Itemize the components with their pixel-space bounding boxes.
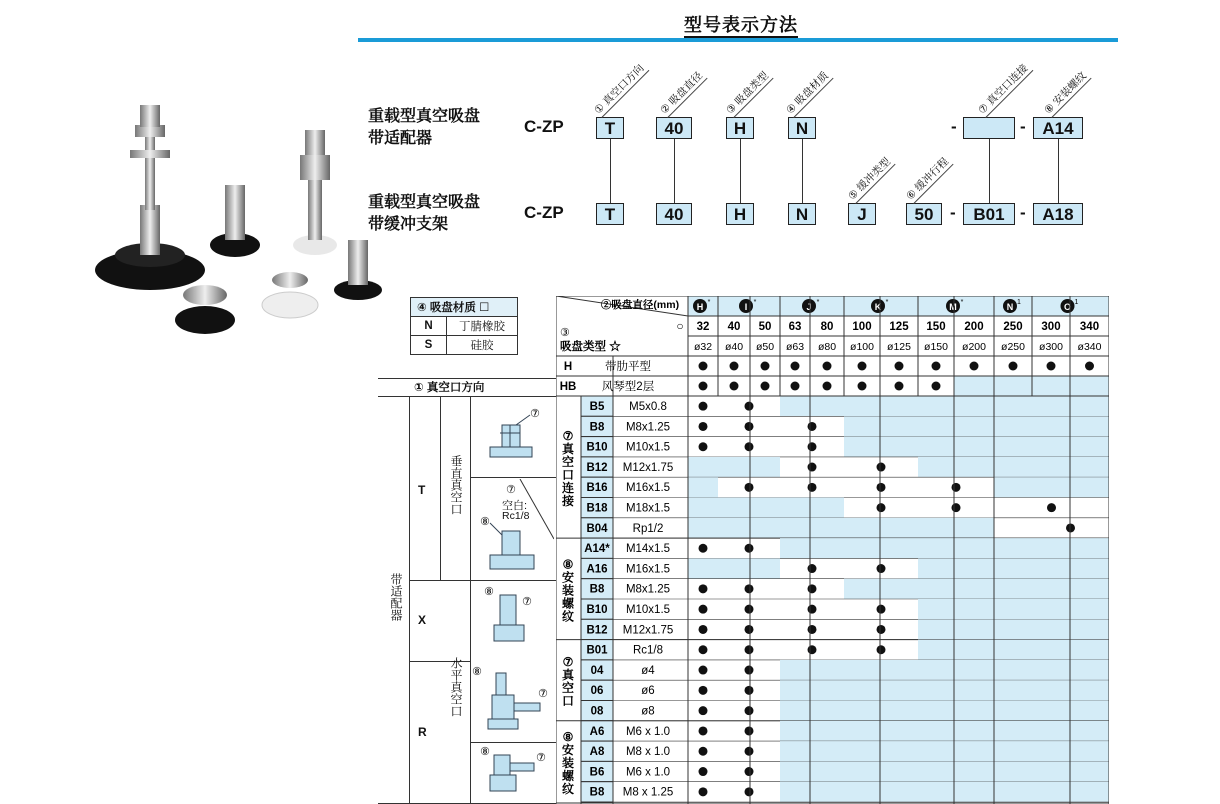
size-63: 63 bbox=[788, 321, 802, 333]
mark bbox=[823, 362, 832, 371]
dia-ø32: ø32 bbox=[693, 341, 713, 353]
size-100: 100 bbox=[852, 321, 872, 333]
mark bbox=[877, 625, 886, 634]
svg-text:I: I bbox=[744, 302, 748, 312]
row-code-B04: B04 bbox=[586, 522, 608, 535]
dir-desc-t: 垂直真空口 bbox=[449, 455, 463, 515]
size-50: 50 bbox=[758, 321, 772, 333]
mark bbox=[745, 422, 754, 431]
mark bbox=[745, 787, 754, 796]
mark bbox=[745, 483, 754, 492]
mark bbox=[699, 362, 708, 371]
mark bbox=[699, 402, 708, 411]
row-code-B12: B12 bbox=[586, 624, 608, 637]
section-label: 接 bbox=[561, 494, 575, 509]
corner-circle: ○ bbox=[676, 319, 684, 333]
section-label: 装 bbox=[561, 755, 575, 770]
mark bbox=[808, 584, 817, 593]
svg-text:⑦: ⑦ bbox=[530, 408, 540, 420]
mark bbox=[730, 382, 739, 391]
mark bbox=[699, 666, 708, 675]
mark bbox=[745, 402, 754, 411]
mark bbox=[761, 382, 770, 391]
section-label: 空 bbox=[561, 455, 575, 470]
mark bbox=[699, 645, 708, 654]
dia-ø50: ø50 bbox=[755, 341, 775, 353]
label-vacuum-port: ⑦ 真空口连接 bbox=[976, 61, 1033, 118]
size-32: 32 bbox=[696, 321, 710, 333]
row-spec: ø6 bbox=[641, 685, 655, 698]
mark bbox=[1085, 362, 1094, 371]
svg-text:⑦: ⑦ bbox=[538, 688, 548, 700]
section-label: 纹 bbox=[561, 781, 575, 796]
row-code-B6: B6 bbox=[589, 766, 605, 779]
code2-material: N bbox=[788, 203, 816, 225]
row-code-06: 06 bbox=[590, 685, 604, 698]
row1-prefix: C-ZP bbox=[524, 117, 564, 136]
section-label: 纹 bbox=[561, 609, 575, 624]
section-label: ⑦ bbox=[562, 429, 574, 444]
mark bbox=[745, 544, 754, 553]
row-spec: M5x0.8 bbox=[629, 401, 667, 413]
row-spec: M8x1.25 bbox=[625, 421, 671, 434]
mark bbox=[1047, 362, 1056, 371]
compatibility-grid bbox=[556, 296, 1109, 804]
section-label: 真 bbox=[561, 668, 575, 683]
mark bbox=[952, 503, 961, 512]
row-spec: M14x1.5 bbox=[625, 543, 671, 556]
blank-note: 空白: bbox=[502, 500, 528, 512]
dir-desc-r: 水平真空口 bbox=[449, 657, 463, 717]
code-diameter: 40 bbox=[656, 117, 692, 139]
row2-prefix: C-ZP bbox=[524, 203, 564, 222]
size-40: 40 bbox=[727, 321, 741, 333]
size-200: 200 bbox=[964, 321, 984, 333]
code-direction: T bbox=[596, 117, 624, 139]
row1-name: 重载型真空吸盘 带适配器 bbox=[368, 108, 481, 147]
row-code-B12: B12 bbox=[586, 461, 608, 474]
mark bbox=[808, 463, 817, 472]
direction-panel: 带适配器 T 垂直真空口 X R 水平真空口 ⑦ ⑦ 空白: Rc1/8 ⑧ ⑧ ⑦ ⑧ ⑦ ⑧ ⑦ bbox=[378, 397, 556, 804]
code2-type: H bbox=[726, 203, 754, 225]
code2-vacuum-port: B01 bbox=[963, 203, 1015, 225]
svg-text:1: 1 bbox=[1074, 299, 1079, 306]
svg-text:*: * bbox=[707, 299, 711, 306]
section-label: 空 bbox=[561, 681, 575, 696]
mark bbox=[808, 605, 817, 614]
type-code-H: H bbox=[563, 361, 573, 373]
section-label: 真 bbox=[561, 442, 575, 457]
mark bbox=[1009, 362, 1018, 371]
dir-code-r: R bbox=[418, 725, 427, 739]
section-label: ⑧ bbox=[562, 729, 574, 744]
section-label: ⑧ bbox=[562, 557, 574, 572]
page-title: 型号表示方法 bbox=[684, 14, 798, 38]
section-label: 口 bbox=[561, 694, 575, 709]
mark bbox=[808, 483, 817, 492]
svg-text:M: M bbox=[949, 302, 957, 312]
svg-text:*: * bbox=[960, 299, 964, 306]
mark bbox=[699, 747, 708, 756]
svg-text:⑦: ⑦ bbox=[536, 752, 546, 764]
type-code-HB: HB bbox=[559, 381, 577, 393]
mark bbox=[699, 726, 708, 735]
mark bbox=[699, 544, 708, 553]
mark bbox=[1047, 503, 1056, 512]
mark bbox=[877, 503, 886, 512]
corner-type: 吸盘类型 ☆ bbox=[560, 341, 621, 353]
row-code-B8: B8 bbox=[589, 786, 605, 799]
mark bbox=[699, 625, 708, 634]
size-300: 300 bbox=[1041, 321, 1061, 333]
row-code-B8: B8 bbox=[589, 421, 605, 434]
section-label: 螺 bbox=[561, 768, 575, 783]
mark bbox=[877, 645, 886, 654]
size-340: 340 bbox=[1079, 321, 1100, 333]
section-label: 安 bbox=[561, 742, 575, 757]
svg-text:K: K bbox=[874, 302, 882, 312]
mark bbox=[808, 645, 817, 654]
mark bbox=[699, 382, 708, 391]
size-80: 80 bbox=[820, 321, 834, 333]
dia-ø250: ø250 bbox=[1001, 341, 1025, 353]
diagram-r2 bbox=[472, 743, 554, 803]
mark bbox=[761, 362, 770, 371]
code2-buffer-stroke: 50 bbox=[906, 203, 942, 225]
mark bbox=[745, 666, 754, 675]
mark bbox=[699, 605, 708, 614]
mark bbox=[791, 362, 800, 371]
row-spec: M6 x 1.0 bbox=[625, 766, 671, 779]
mark bbox=[808, 422, 817, 431]
size-125: 125 bbox=[889, 321, 909, 333]
svg-text:⑧: ⑧ bbox=[472, 666, 482, 678]
svg-text:*: * bbox=[753, 299, 757, 306]
dia-ø125: ø125 bbox=[887, 341, 911, 353]
diagram-t1 bbox=[472, 403, 554, 475]
mark bbox=[895, 362, 904, 371]
row-code-A16: A16 bbox=[586, 563, 608, 576]
row-spec: M16x1.5 bbox=[625, 482, 671, 495]
svg-text:⑧: ⑧ bbox=[480, 516, 490, 528]
label-buffer-type: ⑤ 缓冲类型 bbox=[846, 154, 896, 204]
type-name-HB: 风琴型2层 bbox=[601, 381, 655, 393]
mark bbox=[877, 463, 886, 472]
mark bbox=[932, 362, 941, 371]
row-code-04: 04 bbox=[590, 664, 604, 677]
code2-mount-thread: A18 bbox=[1033, 203, 1083, 225]
dia-ø200: ø200 bbox=[962, 341, 986, 353]
mark bbox=[970, 362, 979, 371]
corner-num: ③ bbox=[560, 327, 570, 339]
mark bbox=[895, 382, 904, 391]
dia-ø40: ø40 bbox=[724, 341, 744, 353]
row-spec: M8 x 1.0 bbox=[625, 746, 671, 759]
row-code-A14*: A14* bbox=[584, 543, 610, 556]
section-label: 口 bbox=[561, 468, 575, 483]
row-spec: ø8 bbox=[641, 705, 655, 718]
dia-ø100: ø100 bbox=[850, 341, 874, 353]
mark bbox=[877, 564, 886, 573]
mark bbox=[858, 362, 867, 371]
code-type: H bbox=[726, 117, 754, 139]
row-spec: M8x1.25 bbox=[625, 583, 671, 596]
row-spec: M12x1.75 bbox=[622, 461, 674, 474]
mark bbox=[745, 442, 754, 451]
svg-text:*: * bbox=[816, 299, 820, 306]
mark bbox=[745, 706, 754, 715]
row-spec: M16x1.5 bbox=[625, 563, 671, 576]
mark bbox=[808, 564, 817, 573]
row-spec: M8 x 1.25 bbox=[622, 786, 674, 799]
code-mount-thread: A14 bbox=[1033, 117, 1083, 139]
svg-text:⑧: ⑧ bbox=[484, 586, 494, 598]
mark bbox=[808, 625, 817, 634]
mark bbox=[745, 625, 754, 634]
code-vacuum-port bbox=[963, 117, 1015, 139]
row-code-B5: B5 bbox=[589, 401, 605, 413]
mark bbox=[745, 767, 754, 776]
size-150: 150 bbox=[926, 321, 946, 333]
row-spec: Rp1/2 bbox=[632, 522, 664, 535]
row-spec: M18x1.5 bbox=[625, 502, 671, 515]
mark bbox=[699, 422, 708, 431]
material-table: ④ 吸盘材质 ☐ N 丁腈橡胶 S 硅胶 bbox=[410, 297, 518, 355]
row-code-A8: A8 bbox=[589, 746, 605, 759]
mark bbox=[952, 483, 961, 492]
title-rule bbox=[358, 38, 1118, 42]
mark bbox=[791, 382, 800, 391]
code2-direction: T bbox=[596, 203, 624, 225]
row-spec: M6 x 1.0 bbox=[625, 725, 671, 738]
diagram-t2 bbox=[472, 479, 554, 579]
mark bbox=[745, 584, 754, 593]
row2-name: 重载型真空吸盘 带缓冲支架 bbox=[368, 194, 481, 233]
row-code-B8: B8 bbox=[589, 583, 605, 596]
dia-ø150: ø150 bbox=[924, 341, 948, 353]
svg-text:J: J bbox=[806, 302, 812, 312]
row-code-B10: B10 bbox=[586, 604, 608, 616]
code-material: N bbox=[788, 117, 816, 139]
section-label: 安 bbox=[561, 570, 575, 585]
mark bbox=[858, 382, 867, 391]
section-label: 螺 bbox=[561, 596, 575, 611]
row-spec: M12x1.75 bbox=[622, 624, 674, 637]
diagram-r1 bbox=[472, 663, 554, 741]
label-direction: ① 真空口方向 bbox=[592, 61, 649, 118]
dia-ø340: ø340 bbox=[1077, 341, 1102, 353]
label-diameter: ② 吸盘直径 bbox=[658, 68, 708, 118]
svg-text:1: 1 bbox=[1017, 299, 1021, 306]
mark bbox=[932, 382, 941, 391]
code2-buffer-type: J bbox=[848, 203, 876, 225]
mark bbox=[699, 787, 708, 796]
mark bbox=[877, 605, 886, 614]
row-code-B16: B16 bbox=[586, 482, 608, 495]
mark bbox=[699, 686, 708, 695]
svg-text:*: * bbox=[885, 299, 889, 306]
mark bbox=[823, 382, 832, 391]
corner-diameter: ②吸盘直径(mm) bbox=[600, 299, 680, 311]
adapter-group-label: 带适配器 bbox=[389, 573, 403, 621]
row-spec: Rc1/8 bbox=[632, 644, 664, 657]
size-250: 250 bbox=[1003, 321, 1023, 333]
dia-ø63: ø63 bbox=[785, 341, 805, 353]
direction-title: ① 真空口方向 bbox=[378, 378, 556, 397]
mark bbox=[745, 686, 754, 695]
mark bbox=[699, 706, 708, 715]
section-label: 连 bbox=[561, 481, 575, 496]
svg-text:O: O bbox=[1063, 302, 1072, 312]
code2-diameter: 40 bbox=[656, 203, 692, 225]
svg-text:H: H bbox=[696, 302, 704, 312]
svg-text:N: N bbox=[1006, 302, 1014, 312]
section-label: 装 bbox=[561, 583, 575, 598]
dia-ø300: ø300 bbox=[1039, 341, 1063, 353]
row-code-08: 08 bbox=[590, 705, 604, 718]
mark bbox=[730, 362, 739, 371]
dia-ø80: ø80 bbox=[817, 341, 837, 353]
mark bbox=[808, 442, 817, 451]
label-type: ③ 吸盘类型 bbox=[724, 68, 774, 118]
suction-cups-photo bbox=[90, 95, 390, 345]
label-mount-thread: ⑧ 安装螺纹 bbox=[1042, 68, 1092, 118]
mark bbox=[745, 747, 754, 756]
mark bbox=[745, 726, 754, 735]
row-spec: M10x1.5 bbox=[625, 441, 671, 454]
row-spec: ø4 bbox=[641, 664, 655, 677]
svg-text:⑧: ⑧ bbox=[480, 746, 490, 758]
diagram-x bbox=[472, 583, 554, 659]
mark bbox=[699, 584, 708, 593]
mark bbox=[877, 483, 886, 492]
row-code-A6: A6 bbox=[589, 725, 605, 738]
section-label: ⑦ bbox=[562, 655, 574, 670]
mark bbox=[745, 645, 754, 654]
row-code-B18: B18 bbox=[586, 502, 608, 515]
row-spec: M10x1.5 bbox=[625, 604, 671, 616]
label-buffer-stroke: ⑥ 缓冲行程 bbox=[904, 154, 954, 204]
type-name-H: 带肋平型 bbox=[605, 361, 651, 373]
mark bbox=[699, 767, 708, 776]
row-code-B10: B10 bbox=[586, 441, 608, 454]
dir-code-x: X bbox=[418, 613, 427, 627]
svg-text:⑦: ⑦ bbox=[522, 596, 532, 608]
dir-code-t: T bbox=[418, 483, 426, 497]
row-code-B01: B01 bbox=[586, 644, 608, 657]
label-material: ④ 吸盘材质 bbox=[784, 68, 834, 118]
mark bbox=[699, 442, 708, 451]
mark bbox=[745, 605, 754, 614]
